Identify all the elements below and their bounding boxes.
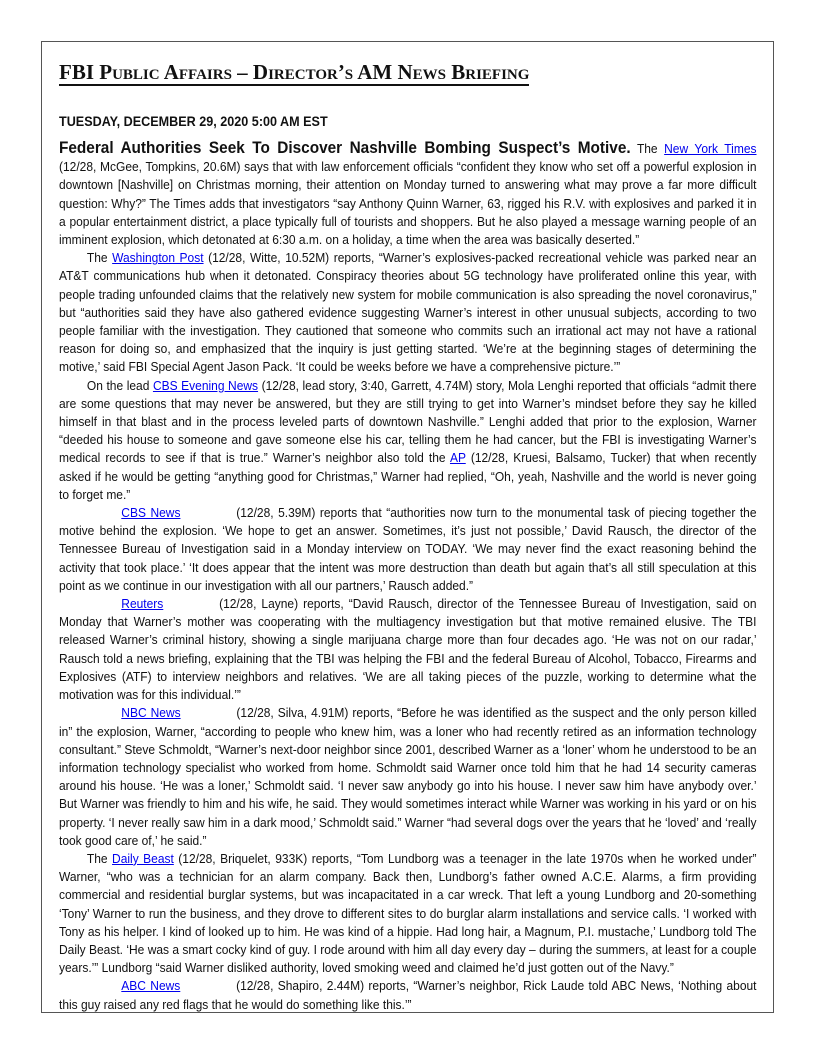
dateline: TUESDAY, DECEMBER 29, 2020 5:00 AM EST (59, 113, 328, 129)
paragraph-text: (12/28, 5.39M) reports that “authorities now turn to the monumental task of piecing together the motive behind the explosion. ‘We hope to get an answer. Sometimes, it’s just not possible,’ David Rausch, the director of the Tennessee Bureau of Investigation said in a Monday interview on TODAY. ‘We may never find the exact reasoning behind the activity that took place.’ ‘It does appear that the intent was more destruction than death but again that’s all still speculation at this point as we continue in our investigation with all our partners,’ Rausch added.” (59, 505, 757, 593)
source-link-cbs-evening-news[interactable]: CBS Evening News (152, 377, 259, 393)
paragraph-text: (12/28, Shapiro, 2.44M) reports, “Warner’s neighbor, Rick Laude told ABC News, ‘Nothing about this guy raised any red flags that he would do something like this.’” (59, 978, 757, 1012)
story-paragraph-7 (59, 850, 757, 977)
story-paragraph-5 (59, 595, 757, 704)
paragraph-text: (12/28, Silva, 4.91M) reports, “Before he was identified as the suspect and the only person killed in” the explosion, Warner, “according to people who knew him, was a loner who had recently retired as an information technology consultant.” Steve Schmoldt, “Warner’s next-door neighbor since 2001, described Warner as a ‘loner’ whom he understood to be an information technology specialist who worked from home. Schmoldt said Warner once told him that he had 14 security cameras around his house. ‘He was a loner,’ Schmoldt said. ‘I never saw anybody go into his house. I never saw him have anybody over.’ But Warner was friendly to him and his wife, he said. They would sometimes interact while Warner was working in his yard or on his property. ‘I never really saw him in a dark mood,’ Schmoldt said.” Warner “had several dogs over the years that he ‘loved’ and ‘really took good care of,’ he said.” (59, 705, 757, 848)
story-paragraph-2 (59, 249, 757, 376)
briefing-document (59, 60, 756, 1014)
source-link-daily-beast[interactable]: Daily Beast (112, 850, 174, 866)
lead-text: The (86, 850, 113, 866)
paragraph-text: (12/28, Kruesi, Balsamo, Tucker) that when recently asked if he would be getting “anything good for Christmas,” Warner had replied, “Oh, yeah, Nashville and the world is never going to forget me.” (59, 450, 757, 502)
source-link-nyt[interactable]: New York Times (664, 141, 757, 156)
source-link-cbs-news[interactable]: CBS News (121, 505, 181, 521)
paragraph-text: (12/28, Witte, 10.52M) reports, “Warner’s explosives-packed recreational vehicle was parked near an AT&T communications hub when it detonated. Conspiracy theories about 5G technology have proliferated online this year, with people trading unfounded claims that the relatively new system for mobile communication is also spreading the novel coronavirus,” but “authorities said they have also gathered evidence suggesting Warner’s interest in other unusual subjects, according to two people familiar with the investigation. They cautioned that someone who commits such an irrational act may not have a rational reason for doing so, and emphasized that the inquiry is just getting started. ‘We’re at the beginning stages of determining the motive,’ said FBI Special Agent Jason Pack. ‘It could be weeks before we have a comprehensive picture.’” (59, 250, 757, 375)
source-link-ap[interactable]: AP (449, 450, 466, 466)
paragraph-text: (12/28, Layne) reports, “David Rausch, director of the Tennessee Bureau of Investigation, said on Monday that Warner’s mother was cooperating with the multiagency investigation but that motive remained elusive. The TBI released Warner’s criminal history, showing a single marijuana charge more than four decades ago. ‘He was not on our radar,’ Rausch told a news briefing, explaining that the TBI was helping the FBI and the federal Bureau of Alcohol, Tobacco, Firearms and Explosives (ATF) to interview neighbors and relatives. ‘We are all taking pieces of the puzzle, working to determine what the motivation was for this individual.’” (59, 596, 757, 703)
story-paragraph-8 (59, 977, 757, 1013)
paragraph-text: (12/28, McGee, Tompkins, 20.6M) says that with law enforcement officials “confident they know who set off a powerful explosion in downtown [Nashville] on Christmas morning, their attention on Monday turned to answering what may prove a far more difficult question: Why?” The Times adds that investigators “say Anthony Quinn Warner, 63, rigged his R.V. with explosives and parked it in a popular entertainment district, a place typically full of tourists and shoppers. But he also played a message warning people of an imminent explosion, which detonated at 6:30 a.m. on a holiday, a time when the area was basically deserted.” (59, 159, 757, 248)
story-paragraph-1 (59, 139, 757, 249)
story-paragraph-3 (59, 377, 757, 504)
paragraph-text: (12/28, lead story, 3:40, Garrett, 4.74M) story, Mola Lenghi reported that officials “admit there are some questions that may never be answered, but they are still trying to get into Warner’s mindset before they say he killed himself in that blast and in the process leveled parts of downtown Nashville.” Lenghi added that prior to the explosion, Warner “deeded his house to someone and gave someone else his car, telling them he had cancer, but the FBI is investigating Warner’s medical records to see if that is true.” Warner’s neighbor also told the (59, 377, 757, 466)
source-link-reuters[interactable]: Reuters (121, 596, 164, 612)
story-headline: Federal Authorities Seek To Discover Nashville Bombing Suspect’s Motive. (59, 139, 631, 157)
paragraph-text: (12/28, Briquelet, 933K) reports, “Tom Lundborg was a teenager in the late 1970s when he worked under” Warner, “who was a technician for an alarm company. Back then, Lundborg’s father owned A.C.E. Alarms, a firm providing commercial and residential burglar systems, but was incapacitated in a car wreck. That left a young Lundborg and 20-something ‘Tony’ Warner to run the business, and they drove to different sites to do burglar alarm installations and service calls. ‘I worked with Tony as his helper. I kind of looked up to him. He was kind of a hippie. Had long hair, a Magnum, P.I. mustache,’ Lundborg told The Daily Beast. ‘He was a smart cocky kind of guy. I rode around with him all day every day – during the summers, at least for a couple years.’” Lundborg “said Warner disliked authority, loved smoking weed and claimed he’d just gotten out of the Navy.” (59, 850, 757, 976)
story-paragraph-6 (59, 704, 757, 850)
lead-text: The (86, 250, 113, 266)
story-body (59, 139, 757, 1014)
page-title: FBI Public Affairs – Director’s AM News Briefing (59, 60, 530, 84)
story-paragraph-4 (59, 504, 757, 595)
lead-text: On the lead (86, 377, 153, 393)
source-link-washington-post[interactable]: Washington Post (112, 250, 204, 266)
source-link-nbc-news[interactable]: NBC News (121, 705, 181, 721)
source-link-abc-news[interactable]: ABC News (121, 978, 181, 994)
lead-text: The (630, 141, 665, 156)
